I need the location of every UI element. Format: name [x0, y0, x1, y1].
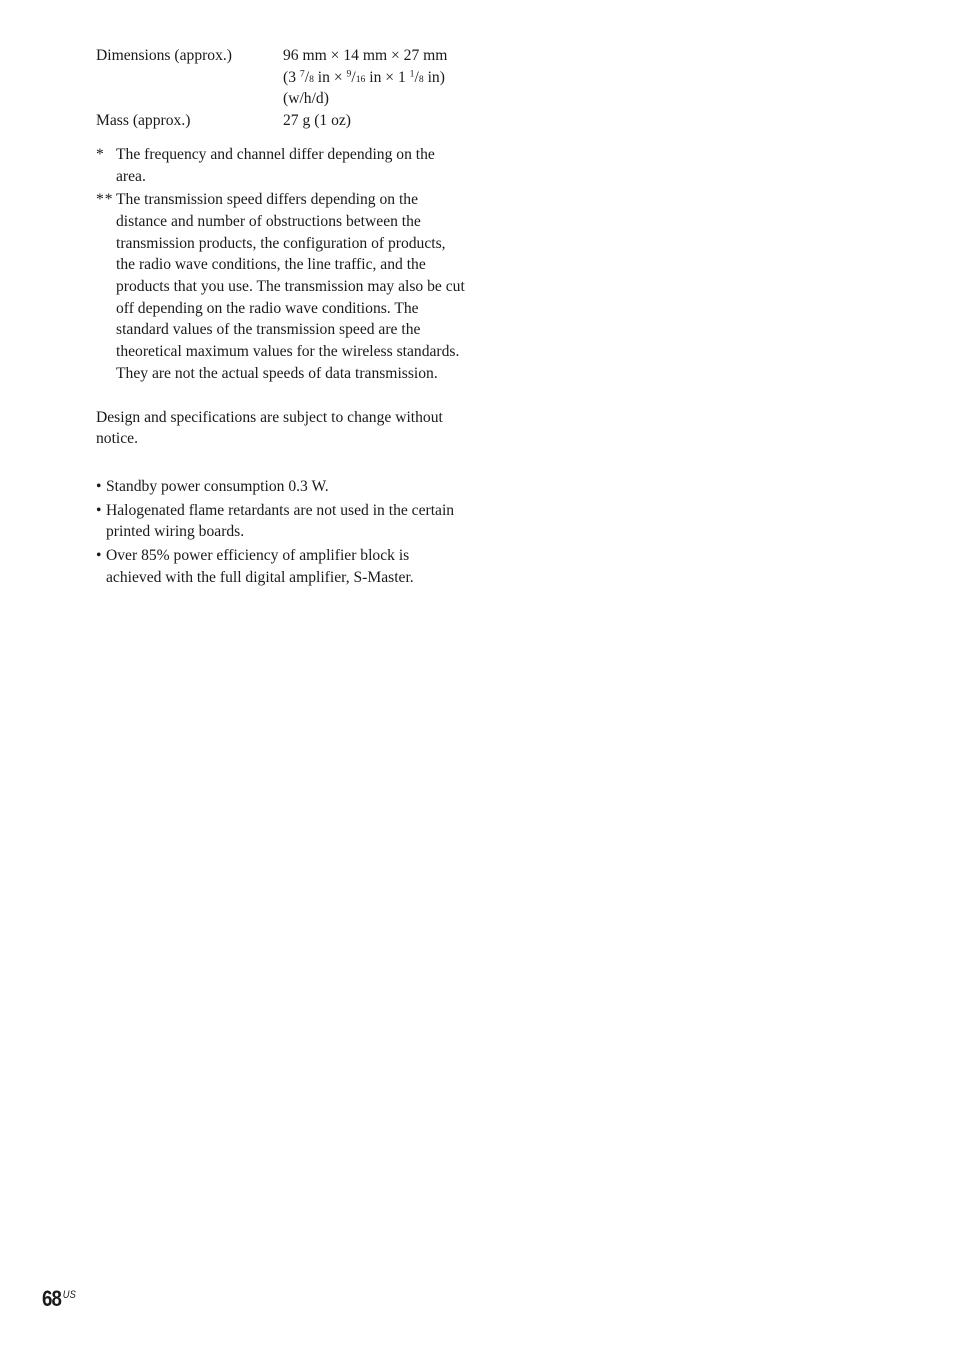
list-item-text: Halogenated flame retardants are not used in the certain printed wiring boards. — [106, 501, 455, 541]
dim-text: (3 — [283, 68, 300, 86]
page-number — [42, 1280, 76, 1314]
fraction-numerator: 1 — [409, 68, 415, 80]
fraction-slash: / — [414, 68, 419, 86]
fraction-slash: / — [304, 68, 310, 86]
list-item — [96, 500, 466, 543]
spec-value: 27 g (1 oz) — [283, 112, 351, 130]
footnote-text: The transmission speed differs depending on the distance and number of obstructions between the transmission products, the configuration of products, the radio wave conditions, the line traffic, and the products that you use. The transmission may also be cut off depending on the radio wave conditions. The standard values of the transmission speed are the theoretical maximum values for the wireless standards. They are not the actual speeds of data transmission. — [116, 191, 465, 382]
eco-features-list — [96, 476, 466, 589]
spec-row-mass — [96, 110, 466, 132]
spec-row-dimensions — [96, 45, 466, 110]
bullet-icon: • — [96, 547, 102, 565]
footnote-text: The frequency and channel differ depending on the area. — [116, 145, 435, 185]
footnote-mark: * — [96, 145, 105, 163]
dimensions-metric: 96 mm × 14 mm × 27 mm — [283, 47, 448, 64]
dimensions-imperial — [283, 67, 466, 89]
dim-text: in) — [423, 68, 445, 86]
footnotes — [96, 144, 466, 385]
dim-text: in × 1 — [365, 68, 410, 86]
footnote — [96, 189, 466, 384]
spec-label: Dimensions (approx.) — [96, 47, 232, 64]
fraction-numerator: 9 — [346, 68, 352, 80]
list-item — [96, 545, 466, 588]
bullet-icon: • — [96, 501, 102, 519]
fraction-numerator: 7 — [299, 68, 305, 80]
dim-text: in × — [313, 68, 347, 86]
page-number-value: 68 — [42, 1286, 62, 1311]
specifications-column — [96, 45, 466, 590]
spec-label: Mass (approx.) — [96, 112, 191, 130]
list-item-text: Standby power consumption 0.3 W. — [106, 477, 329, 495]
page-number-suffix: US — [62, 1289, 76, 1301]
fraction-slash: / — [351, 68, 356, 86]
spec-value — [283, 45, 466, 110]
list-item — [96, 476, 466, 498]
dimensions-order: (w/h/d) — [283, 90, 329, 108]
bullet-icon: • — [96, 477, 102, 495]
fraction-denominator: 16 — [355, 73, 366, 85]
footnote-mark: ** — [96, 191, 114, 209]
fraction-denominator: 8 — [418, 73, 424, 85]
list-item-text: Over 85% power efficiency of amplifier block is achieved with the full digital amplifier, S-Master. — [106, 547, 414, 586]
footnote — [96, 144, 466, 187]
change-notice: Design and specifications are subject to change without notice. — [96, 408, 443, 448]
fraction-denominator: 8 — [309, 73, 314, 85]
